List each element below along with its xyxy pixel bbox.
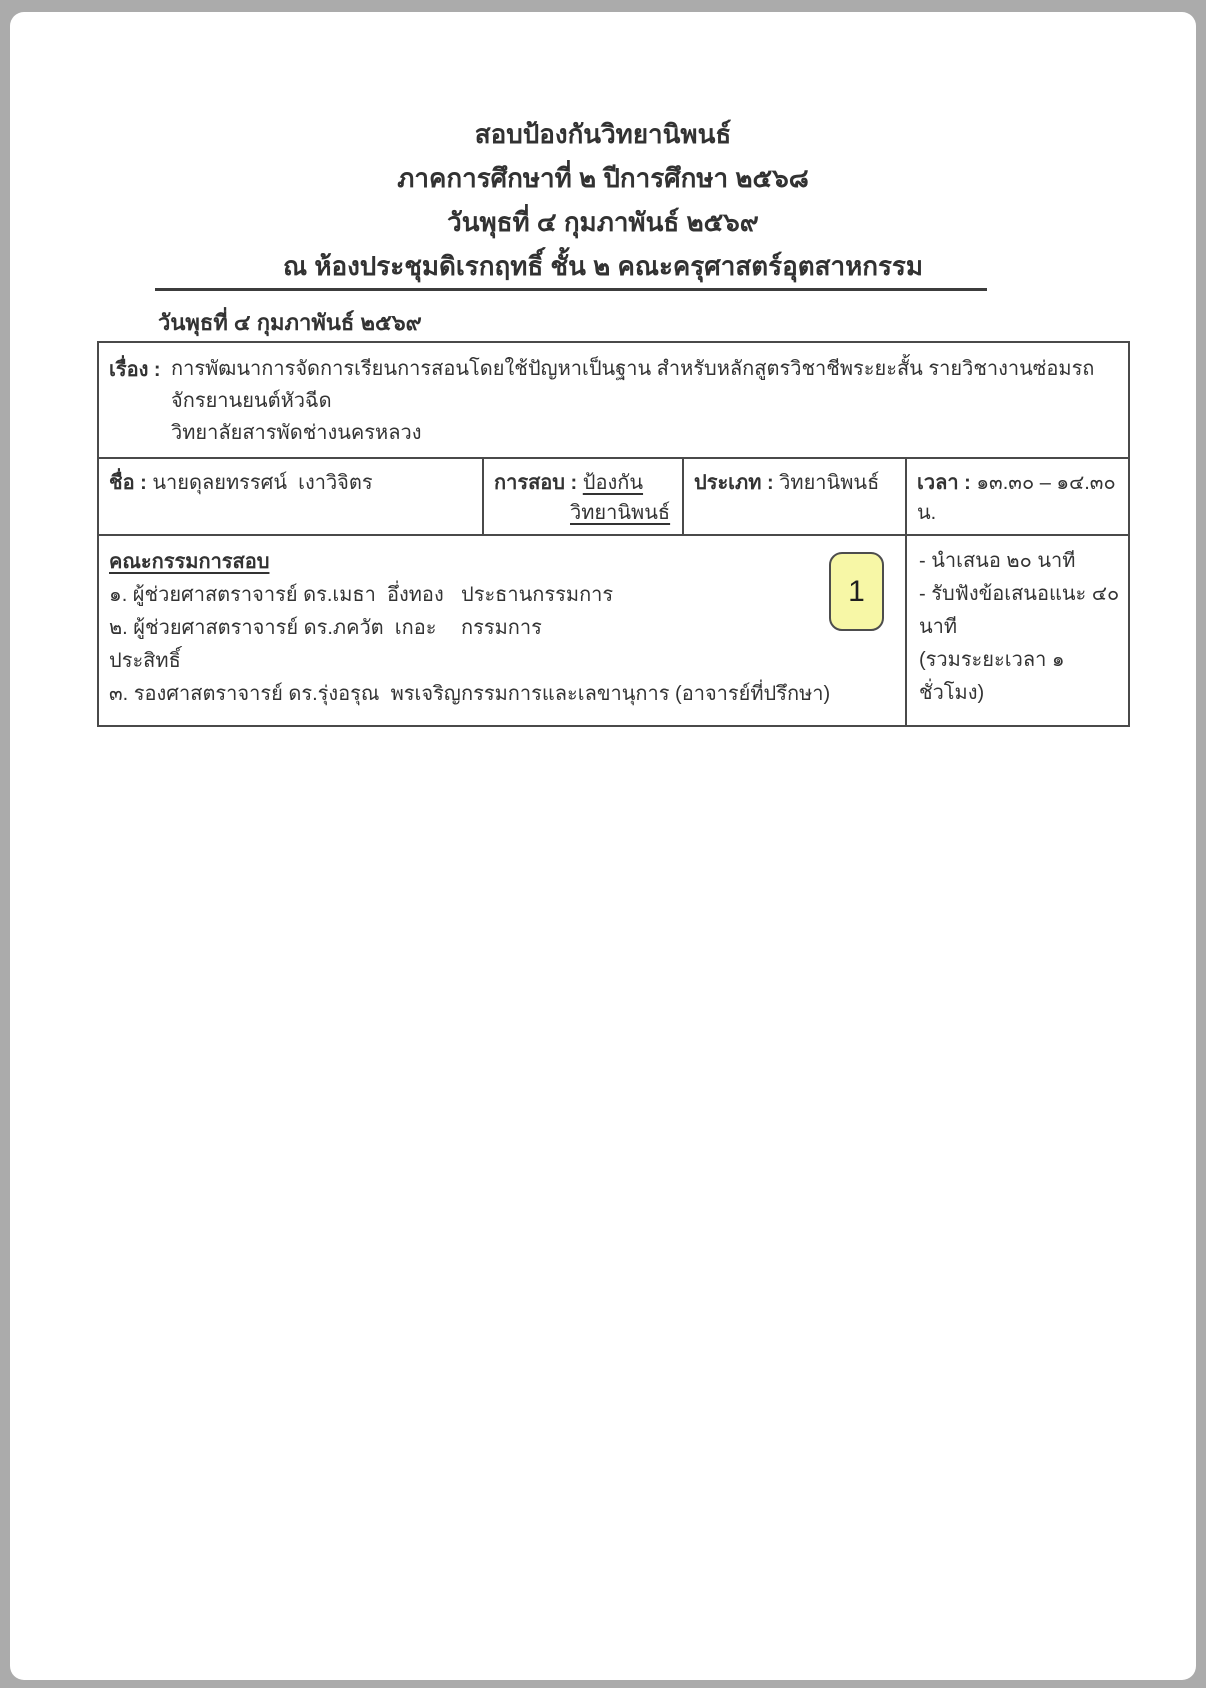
- category-value: วิทยานิพนธ์: [779, 472, 880, 494]
- category-label: ประเภท :: [694, 472, 774, 494]
- member-name: ๒. ผู้ช่วยศาสตราจารย์ ดร.ภควัต เกอะประสิทธิ์: [109, 617, 437, 672]
- committee-row: [99, 534, 1128, 725]
- duration-note-3: (รวมระยะเวลา ๑ ชั่วโมง): [919, 649, 1065, 704]
- committee-member-3: [109, 678, 895, 711]
- duration-note-1: - นำเสนอ ๒๐ นาที: [919, 550, 1076, 572]
- document-page: [10, 12, 1196, 1680]
- duration-notes-cell: [905, 536, 1128, 725]
- title-line-1: สอบป้องกันวิทยานิพนธ์: [474, 119, 732, 149]
- time-cell: [905, 459, 1128, 534]
- exam-label: การสอบ :: [494, 472, 578, 494]
- student-name-cell: [99, 459, 482, 534]
- title-divider: [155, 288, 987, 291]
- duration-note-2: - รับฟังข้อเสนอแนะ ๔๐ นาที: [919, 583, 1120, 638]
- subject-text: [171, 353, 1116, 449]
- student-name-label: ชื่อ :: [109, 472, 147, 494]
- exam-value-line1: ป้องกัน: [582, 472, 644, 494]
- committee-member-1: [109, 579, 895, 612]
- title-line-3: วันพุธที่ ๔ กุมภาพันธ์ ๒๕๖๙: [447, 207, 759, 237]
- committee-cell: [99, 536, 905, 725]
- defense-schedule-table: [97, 341, 1130, 727]
- date-heading: วันพุธที่ ๔ กุมภาพันธ์ ๒๕๖๙: [158, 310, 422, 335]
- member-name: ๑. ผู้ช่วยศาสตราจารย์ ดร.เมธา อึ่งทอง: [109, 584, 444, 606]
- member-role: กรรมการและเลขานุการ (อาจารย์ที่ปรึกษา): [461, 683, 831, 705]
- student-name-value: นายดุลยทรรศน์ เงาวิจิตร: [152, 472, 373, 494]
- committee-member-2: [109, 612, 895, 678]
- committee-heading: คณะกรรมการสอบ: [109, 551, 270, 573]
- exam-value-line2: วิทยานิพนธ์: [570, 502, 671, 524]
- title-line-2: ภาคการศึกษาที่ ๒ ปีการศึกษา ๒๕๖๘: [397, 163, 809, 193]
- subject-label: เรื่อง :: [109, 359, 161, 381]
- exam-type-cell: [482, 459, 682, 534]
- member-name: ๓. รองศาสตราจารย์ ดร.รุ่งอรุณ พรเจริญ: [109, 683, 461, 705]
- member-role: ประธานกรรมการ: [461, 584, 614, 606]
- title-line-4: ณ ห้องประชุมดิเรกฤทธิ์ ชั้น ๒ คณะครุศาสตร์อุตสาหกรรม: [282, 251, 924, 281]
- time-value: ๑๓.๓๐ – ๑๔.๓๐ น.: [917, 472, 1122, 524]
- time-label: เวลา :: [917, 472, 971, 494]
- page-number-badge: 1: [829, 552, 884, 631]
- member-role: กรรมการ: [461, 617, 542, 639]
- category-cell: [682, 459, 905, 534]
- subject-line-1: การพัฒนาการจัดการเรียนการสอนโดยใช้ปัญหาเป็นฐาน สำหรับหลักสูตรวิชาชีพระยะสั้น รายวิชางานซ่อมรถจักรยานยนต์หัวฉีด: [171, 358, 1095, 412]
- subject-row: [99, 343, 1128, 457]
- document-title-block: [10, 112, 1196, 288]
- subject-line-2: วิทยาลัยสารพัดช่างนครหลวง: [171, 422, 422, 444]
- info-row: [99, 457, 1128, 534]
